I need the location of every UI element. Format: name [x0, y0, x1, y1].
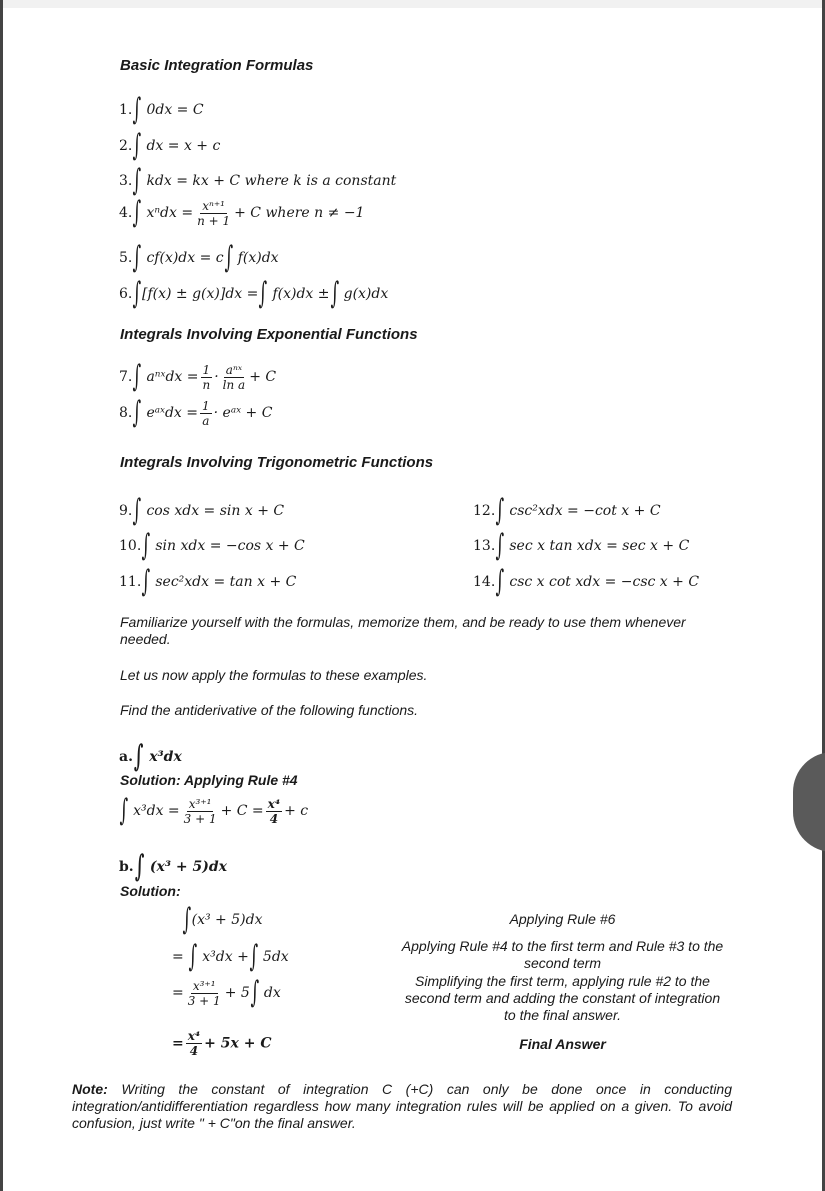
- header-trig: Integrals Involving Trigonometric Functions: [120, 454, 434, 471]
- example-b-step-1: ∫(x³ + 5)dx: [182, 902, 263, 937]
- example-b-note-3: Simplifying the first term, applying rule #2 to the second term and adding the constant of integration to the final answer.: [404, 973, 721, 1023]
- formula-9: 9.∫ cos xdx = sin x + C: [119, 493, 285, 528]
- formula-11: 11.∫ sec²xdx = tan x + C: [119, 564, 297, 599]
- formula-1: 1.∫ 0dx = C: [119, 92, 204, 127]
- formula-5: 5.∫ cf(x)dx = c∫ f(x)dx: [119, 240, 279, 275]
- example-a-solution: Solution: Applying Rule #4: [120, 772, 298, 788]
- formula-4: 4.∫ xⁿdx = $\frac{\text{xⁿ⁺¹}}{n + 1}$ + C where n ≠ −1: [119, 195, 365, 230]
- para-familiarize: Familiarize yourself with the formulas, memorize them, and be ready to use them whenever needed.: [120, 614, 686, 647]
- para-find: Find the antiderivative of the following functions.: [120, 702, 419, 718]
- example-b-final-label: Final Answer: [519, 1036, 606, 1052]
- formula-2: 2.∫ dx = x + c: [119, 128, 221, 163]
- formula-3: 3.∫ kdx = kx + C where k is a constant: [119, 163, 397, 198]
- formula-6: 6.∫[f(x) ± g(x)]dx =∫ f(x)dx ±∫ g(x)dx: [119, 276, 389, 311]
- formula-12: 12.∫ csc²xdx = −cot x + C: [473, 493, 661, 528]
- example-b-step-2: = ∫ x³dx +∫ 5dx: [172, 939, 289, 974]
- example-a-problem: a.∫ x³dx: [119, 739, 182, 774]
- example-b-problem: b.∫ (x³ + 5)dx: [119, 849, 228, 884]
- note-label: Note:: [72, 1081, 108, 1097]
- example-b-step-3: = $\frac{\text{x³⁺¹}}{3 + 1}$ + 5∫ dx: [172, 975, 281, 1010]
- left-edge: [0, 0, 3, 1191]
- note-paragraph: Note: Writing the constant of integration C (+C) can only be done once in conducting integration/antidifferentiation regardless how many integration rules will be applied on a given. To avoid confusion, just write " + C"on the final answer.: [72, 1081, 733, 1131]
- para-apply: Let us now apply the formulas to these examples.: [120, 667, 428, 683]
- formula-10: 10.∫ sin xdx = −cos x + C: [119, 528, 305, 563]
- formula-13: 13.∫ sec x tan xdx = sec x + C: [473, 528, 690, 563]
- formula-8: 8.∫ eᵃˣdx = $\frac{1}{a}$ · eᵃˣ + C: [119, 395, 273, 430]
- top-bar: [0, 0, 825, 8]
- example-a-work: ∫ x³dx = $\frac{\text{x³⁺¹}}{3 + 1}$ + C = $\frac{\text{x⁴}}{4}$ + c: [119, 793, 309, 828]
- example-b-note-2: Applying Rule #4 to the first term and Rule #3 to the second term: [401, 938, 724, 971]
- example-b-note-1: Applying Rule #6: [509, 911, 616, 927]
- header-basic: Basic Integration Formulas: [120, 57, 314, 74]
- formula-7: 7.∫ aⁿˣdx = $\frac{1}{n}$ · $\frac{\text{aⁿˣ}}{\text{ln a}}$ + C: [119, 359, 277, 394]
- header-exponential: Integrals Involving Exponential Functions: [120, 326, 418, 343]
- example-b-solution: Solution:: [120, 883, 181, 899]
- formula-14: 14.∫ csc x cot xdx = −csc x + C: [473, 564, 700, 599]
- side-drawer-handle[interactable]: [793, 752, 825, 852]
- example-b-step-4: = $\frac{\text{x⁴}}{4}$ + 5x + C: [172, 1029, 272, 1058]
